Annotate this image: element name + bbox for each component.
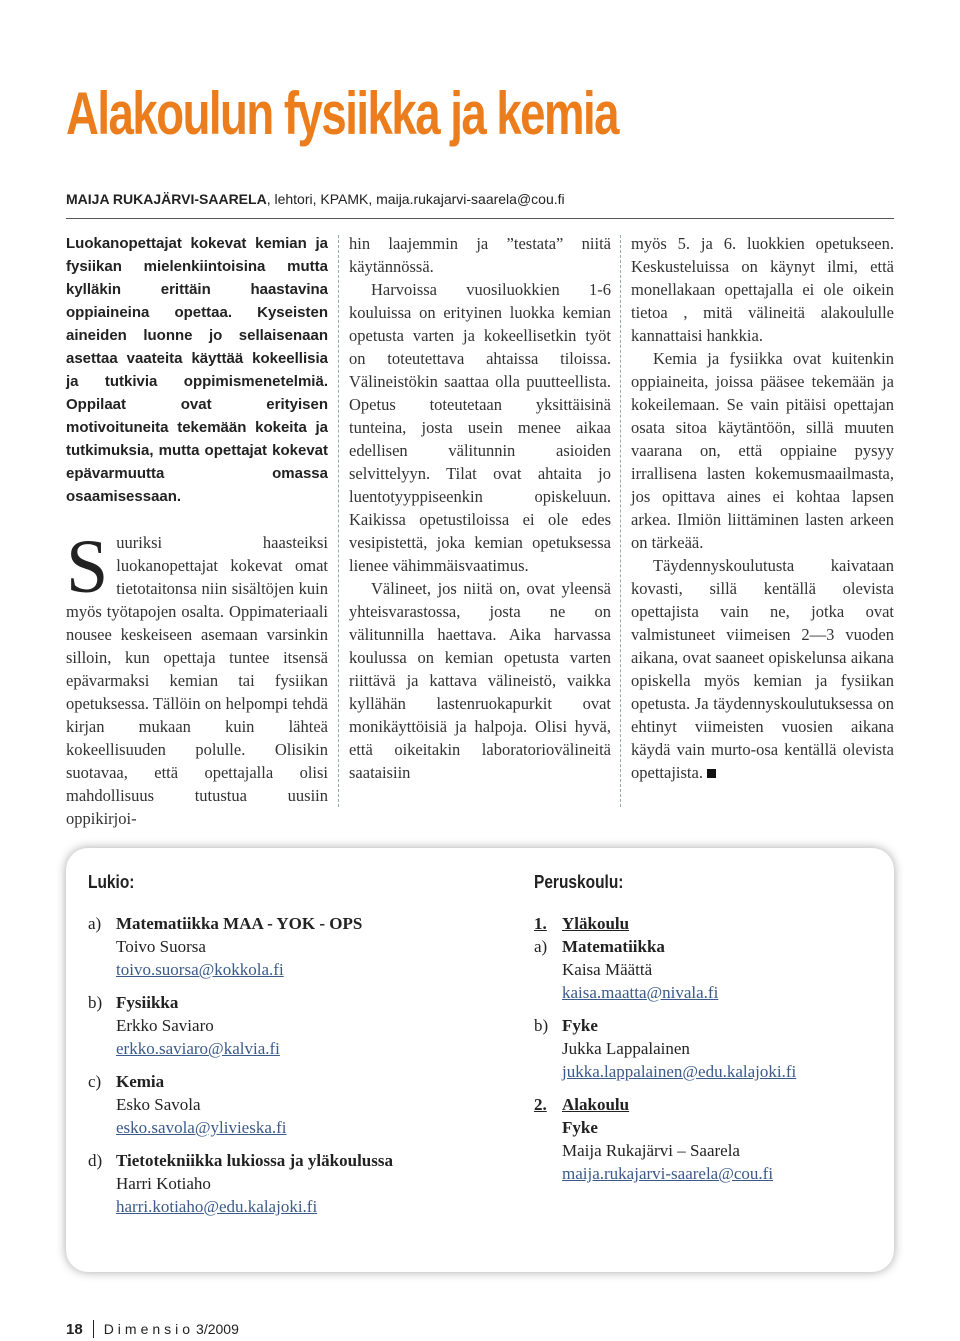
paragraph-3-continued: myös 5. ja 6. luokkien opetukseen. Keskusteluissa on käynyt ilmi, että monellakaan opettajalla ei ole oikein tietoa , mitä välineitä alakoululle kannattaisi hankkia. xyxy=(631,234,894,345)
person-name: Esko Savola xyxy=(116,1095,201,1114)
paragraph-2: Harvoissa vuosiluokkien 1-6 kouluissa on erityinen luokka kemian opetusta varten ja kokeellisetkin työt on toteutettava ahtaissa tiloissa. Välineistökin saattaa olla puutteellista. Opetus toteutetaan yksittäisinä tunteina, josta usein menee aikaa edellisen välitunnin asioiden selvittelyyn. Tilat ovat ahtaita jo luentotyyppiseenkin opiskeluun. Kaikissa opetustiloissa ei ole edes vesipistettä, joka kemian opetuksessa lienee vähimmäisvaatimus. xyxy=(349,280,611,575)
list-item xyxy=(88,1070,508,1139)
subject: Matematiikka xyxy=(562,937,665,956)
item-label: b) xyxy=(88,993,103,1012)
section-title: Alakoulu xyxy=(562,1095,630,1114)
person-name: Kaisa Määttä xyxy=(562,960,653,979)
paragraph-5 xyxy=(631,554,894,784)
end-of-article-mark xyxy=(707,769,716,778)
item-label: a) xyxy=(534,937,548,956)
paragraph-5-text: Täydennyskoulutusta kaivataan kovasti, sillä kentällä olevista opettajista vain ne, jotka ovat valmistuneet viimeisen 2—3 vuoden aikana, ovat saaneet opiskelunsa aikana opiskella myös kemian ja fysiikan opetusta. Ja täydennyskoulutuksessa on ehtinyt viimeisten vuosien aikana käydä vain murto-osa kentällä olevista opettajista. xyxy=(631,556,894,782)
column-divider xyxy=(338,235,339,807)
lukio-column xyxy=(88,870,508,1228)
contacts-box xyxy=(66,848,894,1272)
section-heading xyxy=(534,912,874,935)
page-number: 18 xyxy=(66,1320,83,1338)
list-item xyxy=(534,1116,874,1185)
article-title: Alakoulun fysiikka ja kemia xyxy=(66,80,619,147)
email-link[interactable]: toivo.suorsa@kokkola.fi xyxy=(116,960,284,979)
email-link[interactable]: jukka.lappalainen@edu.kalajoki.fi xyxy=(562,1062,797,1081)
page-footer xyxy=(66,1320,239,1338)
paragraph-1-continued: hin laajemmin ja ”testata” niitä käytännössä. xyxy=(349,234,611,276)
list-item xyxy=(534,935,874,1004)
drop-cap: S xyxy=(66,525,109,609)
section-heading xyxy=(534,1093,874,1116)
column-divider xyxy=(620,235,621,807)
byline-divider xyxy=(66,218,894,219)
paragraph-1-text: uuriksi haasteiksi luokanopettajat kokevat omat tietotaitonsa niin sisältöjen kuin myös työtapojen osalta. Oppimateriaali nousee keskeiseen asemaan varsinkin silloin, kun opettaja tuntee itsensä epävarmaksi kemian tai fysiikan opetuksessa. Tällöin on helpompi tehdä kirjan mukaan kuin lähteä kokeellisuuden polulle. Olisikin suotavaa, että opettajalla olisi mahdollisuus tutustua uusiin oppikirjoi- xyxy=(66,533,328,828)
email-link[interactable]: maija.rukajarvi-saarela@cou.fi xyxy=(562,1164,774,1183)
paragraph-1 xyxy=(66,525,328,830)
article-column-3 xyxy=(631,232,894,784)
person-name: Erkko Saviaro xyxy=(116,1016,214,1035)
byline xyxy=(66,191,565,207)
email-link[interactable]: esko.savola@ylivieska.fi xyxy=(116,1118,287,1137)
subject: Fysiikka xyxy=(116,993,179,1012)
lukio-heading: Lukio: xyxy=(88,872,135,892)
person-name: Harri Kotiaho xyxy=(116,1174,211,1193)
item-label: b) xyxy=(534,1016,549,1035)
item-label: d) xyxy=(88,1151,103,1170)
person-name: Jukka Lappalainen xyxy=(562,1039,690,1058)
section-number: 1. xyxy=(534,914,547,933)
footer-divider xyxy=(93,1320,94,1338)
peruskoulu-heading: Peruskoulu: xyxy=(534,872,624,892)
article-lead: Luokanopettajat kokevat kemian ja fysiikan mielenkiintoisina mutta kylläkin erittäin haastavina oppiaineina opettaa. Kyseisten aineiden luonne jo sellaisenaan asettaa vaateita käyttää kokeellisia ja tutkivia oppimismenetelmiä. Oppilaat ovat erityisen motivoituneita tekemään kokeita ja tutkimuksia, mutta opettajat kokevat epävarmuutta omassa osaamisessaan. xyxy=(66,235,328,505)
subject: Matematiikka MAA - YOK - OPS xyxy=(116,914,363,933)
subject: Kemia xyxy=(116,1072,165,1091)
subject: Fyke xyxy=(562,1118,598,1137)
person-name: Toivo Suorsa xyxy=(116,937,206,956)
issue-number: 3/2009 xyxy=(196,1321,239,1337)
item-label: a) xyxy=(88,914,102,933)
subject: Tietotekniikka lukiossa ja yläkoulussa xyxy=(116,1151,393,1170)
list-item xyxy=(88,1149,508,1218)
section-number: 2. xyxy=(534,1095,547,1114)
person-name: Maija Rukajärvi – Saarela xyxy=(562,1141,740,1160)
article-column-2 xyxy=(349,232,611,784)
paragraph-4: Kemia ja fysiikka ovat kuitenkin oppiaineita, joissa pääsee tekemään ja kokeilemaan. Se vain pitäisi opettajan osata sitoa käytäntöön, sillä muuten vaarana on, että oppiaine pysyy irrallisena lasten kokemusmaailmasta, jos opittava aines ei kohtaa lapsen arkea. Ilmiön liittäminen lasten arkeen on tärkeää. xyxy=(631,349,894,552)
list-item xyxy=(88,912,508,981)
email-link[interactable]: kaisa.maatta@nivala.fi xyxy=(562,983,719,1002)
paragraph-3: Välineet, jos niitä on, ovat yleensä yhteisvarastossa, josta ne on välitunnilla haettava. Aika harvassa koulussa on kemian opetusta varten riittävä ja kattava välineistö, vaikka kyllähän lastenruokapurkit ovat monikäyttöisiä ja halpoja. Olisi hyvä, että oikeitakin laboratoriovälineitä saataisiin xyxy=(349,579,611,782)
subject: Fyke xyxy=(562,1016,598,1035)
item-label: c) xyxy=(88,1072,102,1091)
article-column-1 xyxy=(66,232,328,830)
email-link[interactable]: erkko.saviaro@kalvia.fi xyxy=(116,1039,280,1058)
email-link[interactable]: harri.kotiaho@edu.kalajoki.fi xyxy=(116,1197,318,1216)
author-name: MAIJA RUKAJÄRVI-SAARELA xyxy=(66,191,267,207)
magazine-name: Dimensio xyxy=(103,1321,195,1337)
list-item xyxy=(88,991,508,1060)
list-item xyxy=(534,1014,874,1083)
author-details: , lehtori, KPAMK, maija.rukajarvi-saarela@cou.fi xyxy=(266,191,565,207)
peruskoulu-column xyxy=(534,870,874,1195)
section-title: Yläkoulu xyxy=(562,914,630,933)
